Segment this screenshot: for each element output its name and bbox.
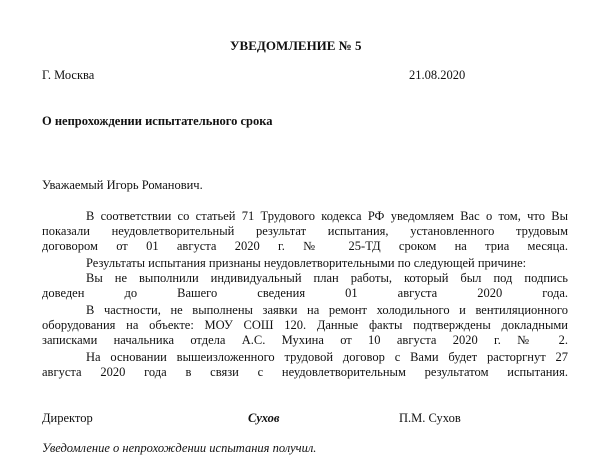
paragraph-1 <box>42 209 568 254</box>
paragraph-3-line-2: доведен до Вашего сведения 01 августа 2020 года. <box>42 286 568 300</box>
paragraph-1-line-1: В соответствии со статьей 71 Трудового кодекса РФ уведомляем Вас о том, что Вы <box>86 209 568 223</box>
document-title: УВЕДОМЛЕНИЕ № 5 <box>230 38 362 53</box>
paragraph-3 <box>42 271 568 301</box>
paragraph-3-line-1: Вы не выполнили индивидуальный план работы, который был под подпись <box>86 271 568 285</box>
signature-name: П.М. Сухов <box>399 411 461 425</box>
document-greeting: Уважаемый Игорь Романович. <box>42 178 203 192</box>
signature-handwritten: Сухов <box>248 411 280 425</box>
acknowledgement-text: Уведомление о непрохождении испытания получил. <box>42 441 317 455</box>
document-subject: О непрохождении испытательного срока <box>42 114 273 128</box>
signature-position: Директор <box>42 411 93 425</box>
paragraph-5-line-1: На основании вышеизложенного трудовой договор с Вами будет расторгнут 27 <box>86 350 568 364</box>
paragraph-5-line-2: августа 2020 года в связи с неудовлетворительным результатом испытания. <box>42 365 568 379</box>
paragraph-2: Результаты испытания признаны неудовлетворительными по следующей причине: <box>86 256 527 270</box>
paragraph-1-line-3: договором от 01 августа 2020 г. № 25-ТД сроком на триа месяца. <box>42 239 568 253</box>
paragraph-1-line-2: показали неудовлетворительный результат испытания, установленного трудовым <box>42 224 568 238</box>
document-city: Г. Москва <box>42 68 95 82</box>
paragraph-5 <box>42 350 568 380</box>
paragraph-4 <box>42 303 568 348</box>
paragraph-4-line-2: оборудования на объекте: МОУ СОШ 120. Данные факты подтверждены докладными <box>42 318 568 332</box>
paragraph-4-line-3: записками начальника отдела А.С. Мухина от 10 августа 2020 г. № 2. <box>42 333 568 347</box>
document-date: 21.08.2020 <box>409 68 466 82</box>
paragraph-4-line-1: В частности, не выполнены заявки на ремонт холодильного и вентиляционного <box>86 303 568 317</box>
